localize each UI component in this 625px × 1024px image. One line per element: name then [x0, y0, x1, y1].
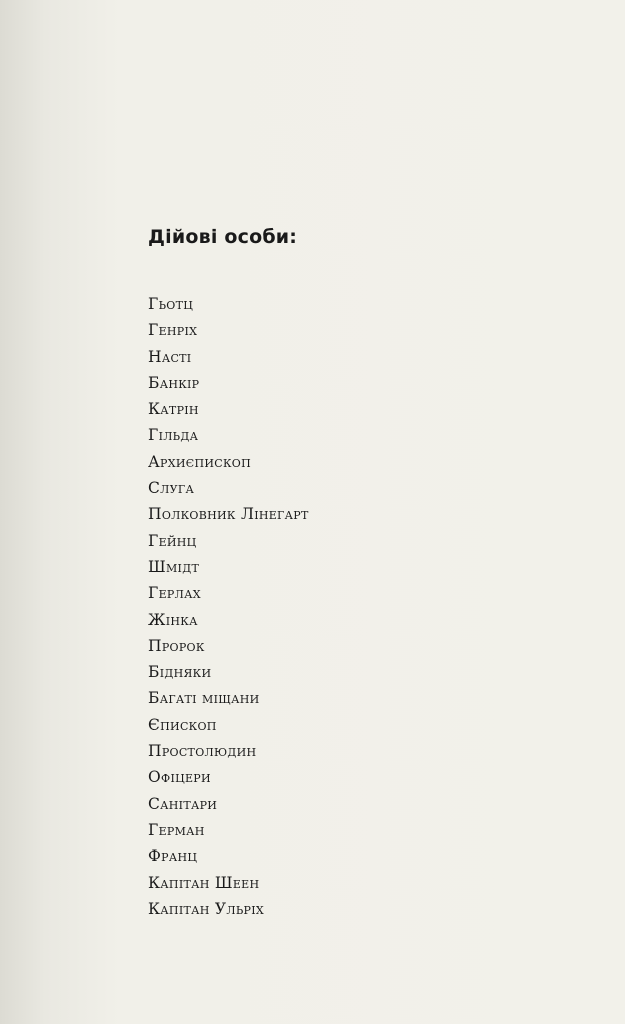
list-item: Капітан Шеен [148, 873, 260, 892]
bleed-through-text [40, 90, 565, 240]
list-item: Бідняки [148, 663, 212, 682]
list-item: Капітан Ульріх [148, 899, 265, 918]
list-item: Гільда [148, 426, 199, 445]
list-item: Єпископ [148, 715, 217, 734]
character-list [148, 291, 309, 922]
list-item: Герман [148, 820, 205, 839]
page-title: Дійові особи: [148, 226, 298, 248]
list-item: Санітари [148, 794, 218, 813]
list-item: Франц [148, 847, 198, 866]
list-item: Шмідт [148, 557, 200, 576]
list-item: Гейнц [148, 531, 197, 550]
list-item: Офіцери [148, 768, 211, 787]
list-item: Гьотц [148, 295, 194, 313]
list-item: Слуга [148, 479, 195, 498]
list-item: Полковник Лінегарт [148, 505, 309, 524]
list-item: Архиєпископ [148, 452, 252, 471]
list-item: Генріх [148, 321, 198, 340]
list-item: Пророк [148, 636, 205, 655]
list-item: Жінка [148, 610, 198, 629]
list-item: Простолюдин [148, 742, 257, 761]
list-item: Багаті міщани [148, 689, 260, 708]
list-item: Банкір [148, 373, 200, 392]
list-item: Герлах [148, 584, 201, 603]
list-item: Насті [148, 347, 192, 366]
list-item: Катрін [148, 400, 199, 419]
